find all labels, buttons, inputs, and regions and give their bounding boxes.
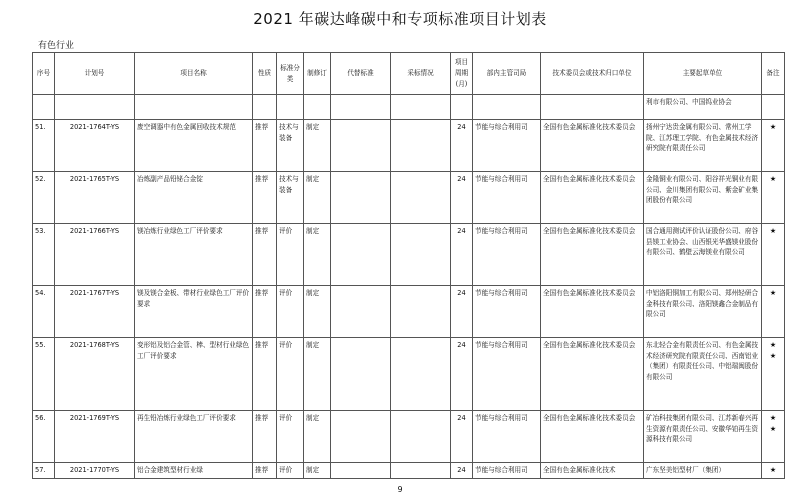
cell-dept: 节能与综合利用司	[473, 286, 541, 338]
cell-replace	[331, 463, 391, 479]
industry-label: 有色行业	[38, 41, 75, 51]
cell-period: 24	[451, 172, 473, 224]
cell-adopt	[391, 224, 451, 286]
header-note: 备注	[762, 53, 785, 95]
cell-plan-no	[55, 95, 135, 120]
cell-committee: 全国有色金属标准化技术	[541, 463, 644, 479]
cell-committee: 全国有色金属标准化技术委员会	[541, 338, 644, 411]
cell-revise: 制定	[304, 411, 331, 463]
cell-drafter: 矿冶科技集团有限公司、江苏新春兴再生资源有限责任公司、安徽华铂再生资源科技有限公司	[644, 411, 762, 463]
cell-nature: 推荐	[253, 172, 277, 224]
cell-nature: 推荐	[253, 120, 277, 172]
cell-replace	[331, 338, 391, 411]
cell-note: ★ ★	[762, 338, 785, 411]
cell-note: ★	[762, 286, 785, 338]
cell-drafter: 中铝洛阳铜加工有限公司、郑州轻研合金科技有限公司、洛阳镁鑫合金制品有限公司	[644, 286, 762, 338]
cell-name: 铝合金建筑型材行业绿	[135, 463, 253, 479]
cell-revise: 制定	[304, 463, 331, 479]
cell-dept	[473, 95, 541, 120]
cell-seq: 56.	[33, 411, 55, 463]
cell-period: 24	[451, 338, 473, 411]
cell-category: 评价	[277, 286, 304, 338]
header-plan-no: 计划号	[55, 53, 135, 95]
cell-committee	[541, 95, 644, 120]
cell-adopt	[391, 286, 451, 338]
header-dept: 部内主管司局	[473, 53, 541, 95]
cell-revise: 制定	[304, 172, 331, 224]
cell-dept: 节能与综合利用司	[473, 338, 541, 411]
cell-category	[277, 95, 304, 120]
cell-seq	[33, 95, 55, 120]
cell-category: 评价	[277, 224, 304, 286]
cell-name: 变形铝及铝合金管、棒、型材行业绿色工厂评价要求	[135, 338, 253, 411]
cell-note	[762, 95, 785, 120]
cell-note: ★	[762, 224, 785, 286]
cell-category: 技术与装备	[277, 120, 304, 172]
cell-dept: 节能与综合利用司	[473, 120, 541, 172]
cell-adopt	[391, 95, 451, 120]
cell-revise: 制定	[304, 224, 331, 286]
page-number: 9	[397, 485, 403, 494]
cell-nature: 推荐	[253, 224, 277, 286]
cell-committee: 全国有色金属标准化技术委员会	[541, 286, 644, 338]
table-row	[33, 411, 785, 463]
cell-drafter: 扬州宁达贵金属有限公司、常州工学院、江苏理工学院、有色金属技术经济研究院有限责任公司	[644, 120, 762, 172]
header-revise: 制修订	[304, 53, 331, 95]
cell-nature: 推荐	[253, 411, 277, 463]
cell-plan-no: 2021-1764T-YS	[55, 120, 135, 172]
table-header-row	[33, 53, 785, 95]
cell-drafter: 国合通用测试评价认证股份公司、府谷县镁工业协会、山西银光华盛镁业股份有限公司、鹤壁云海镁业有限公司	[644, 224, 762, 286]
cell-revise	[304, 95, 331, 120]
cell-committee: 全国有色金属标准化技术委员会	[541, 224, 644, 286]
cell-dept: 节能与综合利用司	[473, 411, 541, 463]
cell-seq: 51.	[33, 120, 55, 172]
cell-dept: 节能与综合利用司	[473, 224, 541, 286]
header-adopt: 采标情况	[391, 53, 451, 95]
cell-seq: 52.	[33, 172, 55, 224]
cell-name: 废空调器中有色金属回收技术规范	[135, 120, 253, 172]
cell-category: 技术与装备	[277, 172, 304, 224]
cell-replace	[331, 172, 391, 224]
cell-drafter: 利市有限公司、中国钨业协会	[644, 95, 762, 120]
cell-name: 镁及镁合金板、带材行业绿色工厂评价要求	[135, 286, 253, 338]
cell-period: 24	[451, 120, 473, 172]
header-nature: 性质	[253, 53, 277, 95]
cell-nature	[253, 95, 277, 120]
cell-name: 镁冶炼行业绿色工厂评价要求	[135, 224, 253, 286]
cell-name: 再生铅冶炼行业绿色工厂评价要求	[135, 411, 253, 463]
cell-note: ★	[762, 463, 785, 479]
standards-plan-table	[32, 52, 785, 479]
cell-note: ★	[762, 172, 785, 224]
cell-revise: 制定	[304, 338, 331, 411]
cell-period: 24	[451, 286, 473, 338]
cell-revise: 制定	[304, 286, 331, 338]
cell-period: 24	[451, 463, 473, 479]
cell-replace	[331, 95, 391, 120]
header-seq: 序号	[33, 53, 55, 95]
header-replace: 代替标准	[331, 53, 391, 95]
table-row	[33, 172, 785, 224]
cell-adopt	[391, 338, 451, 411]
cell-drafter: 广东坚美铝型材厂（集团）	[644, 463, 762, 479]
cell-category: 评价	[277, 338, 304, 411]
cell-period: 24	[451, 224, 473, 286]
cell-drafter: 东北轻合金有限责任公司、有色金属技术经济研究院有限责任公司、西南铝业（集团）有限责任公司、中铝瑞闽股份有限公司	[644, 338, 762, 411]
cell-plan-no: 2021-1767T-YS	[55, 286, 135, 338]
table-row	[33, 224, 785, 286]
cell-plan-no: 2021-1766T-YS	[55, 224, 135, 286]
cell-nature: 推荐	[253, 463, 277, 479]
table-row	[33, 463, 785, 479]
cell-dept: 节能与综合利用司	[473, 463, 541, 479]
cell-seq: 53.	[33, 224, 55, 286]
cell-dept: 节能与综合利用司	[473, 172, 541, 224]
cell-committee: 全国有色金属标准化技术委员会	[541, 172, 644, 224]
cell-adopt	[391, 411, 451, 463]
cell-plan-no: 2021-1770T-YS	[55, 463, 135, 479]
cell-drafter: 金隆铜业有限公司、阳谷祥光铜业有限公司、金川集团有限公司、紫金矿业集团股份有限公司	[644, 172, 762, 224]
cell-replace	[331, 120, 391, 172]
cell-nature: 推荐	[253, 338, 277, 411]
cell-seq: 54.	[33, 286, 55, 338]
table-row	[33, 120, 785, 172]
cell-seq: 57.	[33, 463, 55, 479]
page-title: 2021 年碳达峰碳中和专项标准项目计划表	[253, 10, 547, 28]
header-drafter: 主要起草单位	[644, 53, 762, 95]
cell-adopt	[391, 463, 451, 479]
cell-replace	[331, 224, 391, 286]
table-row	[33, 286, 785, 338]
header-committee: 技术委员会或技术归口单位	[541, 53, 644, 95]
table-row	[33, 338, 785, 411]
cell-adopt	[391, 120, 451, 172]
cell-category: 评价	[277, 463, 304, 479]
cell-replace	[331, 286, 391, 338]
cell-plan-no: 2021-1768T-YS	[55, 338, 135, 411]
cell-seq: 55.	[33, 338, 55, 411]
cell-committee: 全国有色金属标准化技术委员会	[541, 411, 644, 463]
table-row-carry-over	[33, 95, 785, 120]
cell-name: 冶炼副产品铅铋合金锭	[135, 172, 253, 224]
cell-note: ★	[762, 120, 785, 172]
header-category: 标准分类	[277, 53, 304, 95]
cell-period: 24	[451, 411, 473, 463]
cell-category: 评价	[277, 411, 304, 463]
cell-period	[451, 95, 473, 120]
cell-plan-no: 2021-1769T-YS	[55, 411, 135, 463]
header-period: 项目周期(月)	[451, 53, 473, 95]
cell-committee: 全国有色金属标准化技术委员会	[541, 120, 644, 172]
cell-plan-no: 2021-1765T-YS	[55, 172, 135, 224]
cell-nature: 推荐	[253, 286, 277, 338]
cell-revise: 制定	[304, 120, 331, 172]
header-name: 项目名称	[135, 53, 253, 95]
cell-replace	[331, 411, 391, 463]
cell-note: ★ ★	[762, 411, 785, 463]
cell-name	[135, 95, 253, 120]
cell-adopt	[391, 172, 451, 224]
